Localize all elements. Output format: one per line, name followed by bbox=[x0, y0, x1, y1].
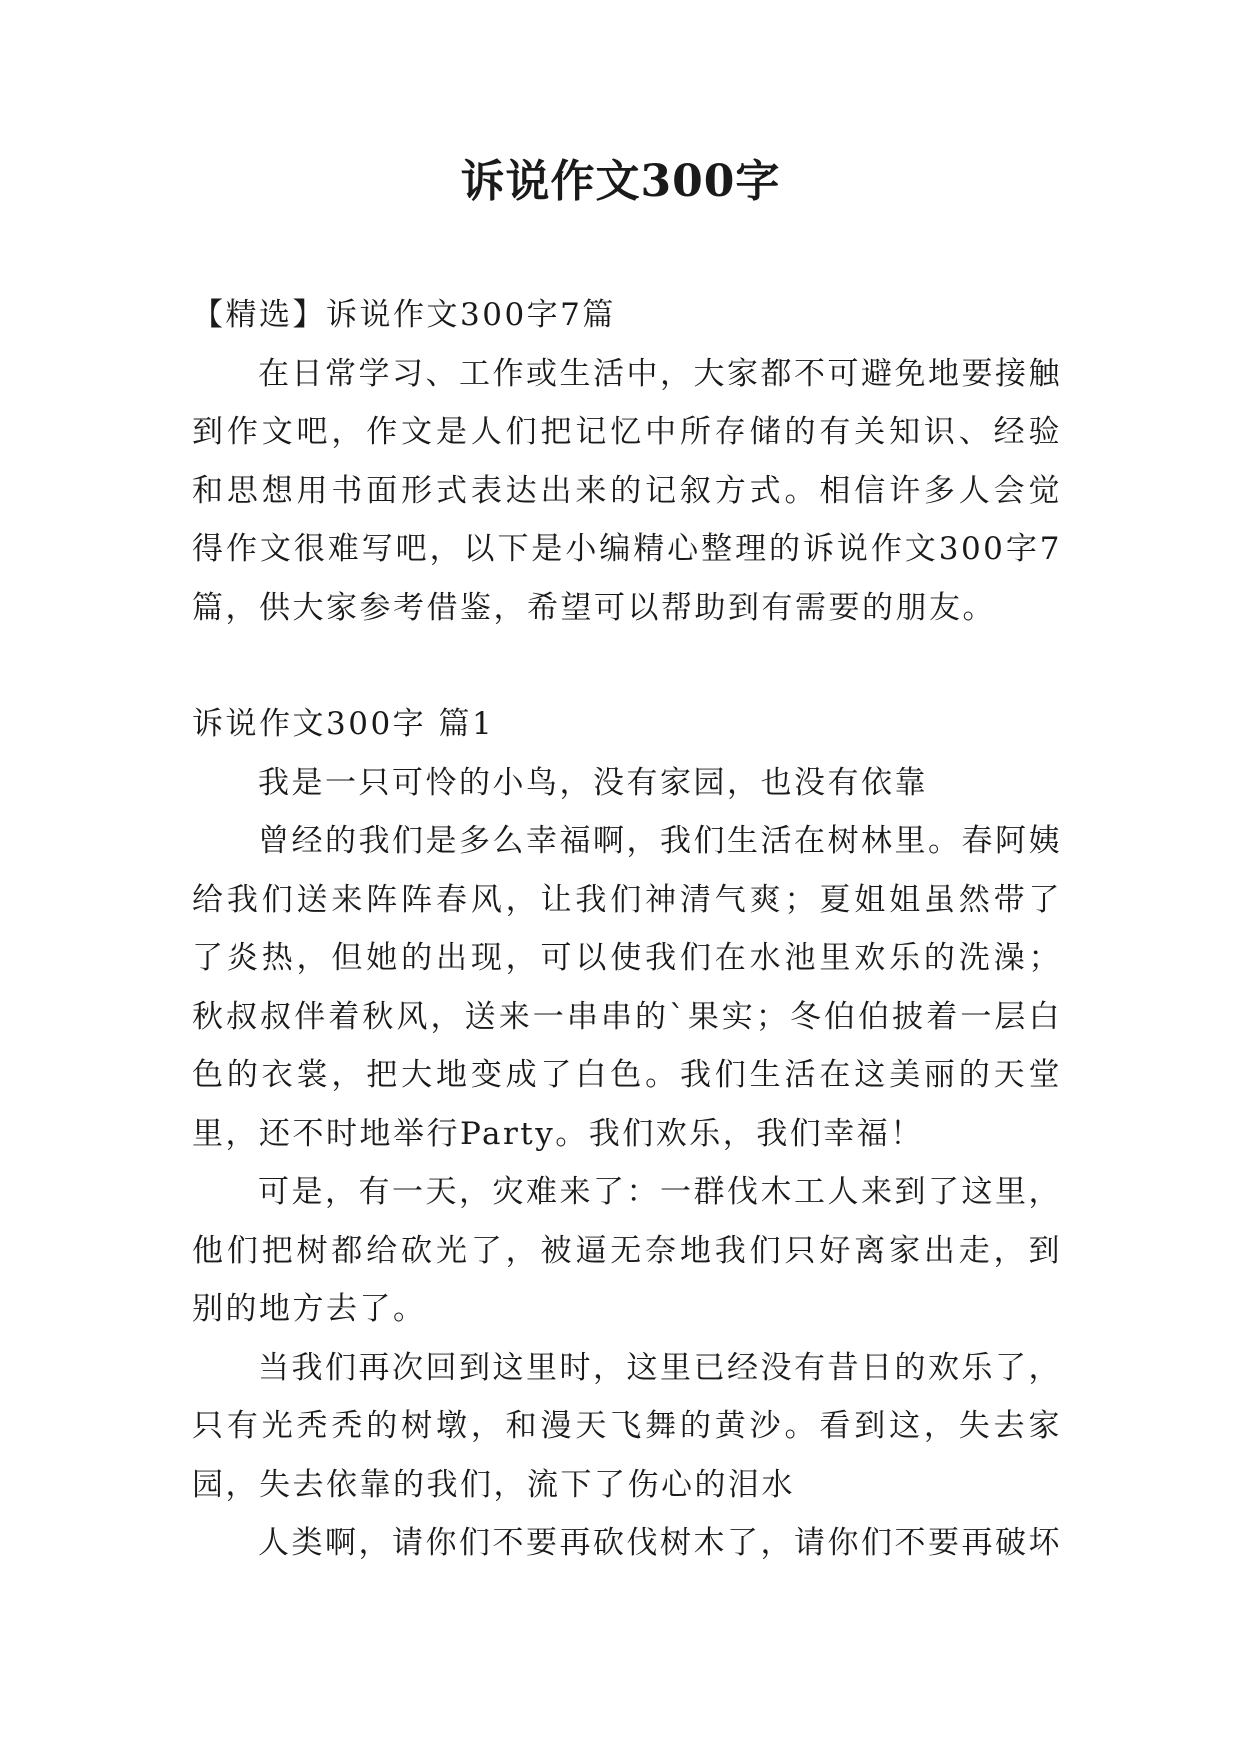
document-title: 诉说作文300字 bbox=[460, 156, 781, 207]
document-body bbox=[192, 286, 1062, 1573]
intro-paragraph: 在日常学习、工作或生活中，大家都不可避免地要接触到作文吧，作文是人们把记忆中所存储的有关知识、经验和思想用书面形式表达出来的记叙方式。相信许多人会觉得作文很难写吧，以下是小编精心整理的诉说作文300字7篇，供大家参考借鉴，希望可以帮助到有需要的朋友。 bbox=[192, 355, 1062, 626]
body-paragraph-4: 当我们再次回到这里时，这里已经没有昔日的欢乐了，只有光秃秃的树墩，和漫天飞舞的黄沙。看到这，失去家园，失去依靠的我们，流下了伤心的泪水 bbox=[192, 1349, 1062, 1503]
body-paragraph-3: 可是，有一天，灾难来了：一群伐木工人来到了这里，他们把树都给砍光了，被逼无奈地我们只好离家出走，到别的地方去了。 bbox=[192, 1174, 1062, 1327]
body-paragraph-5: 人类啊，请你们不要再砍伐树木了，请你们不要再破坏 bbox=[258, 1525, 1062, 1561]
paragraph-spacer bbox=[192, 637, 1062, 695]
section-heading: 诉说作文300字 篇1 bbox=[192, 706, 495, 742]
body-paragraph-2: 曾经的我们是多么幸福啊，我们生活在树林里。春阿姨给我们送来阵阵春风，让我们神清气爽；夏姐姐虽然带了了炎热，但她的出现，可以使我们在水池里欢乐的洗澡；秋叔叔伴着秋风，送来一串串的`果实；冬伯伯披着一层白色的衣裳，把大地变成了白色。我们生活在这美丽的天堂里，还不时地举行Party。我们欢乐，我们幸福！ bbox=[192, 823, 1062, 1152]
document-subtitle: 【精选】诉说作文300字7篇 bbox=[192, 297, 616, 333]
body-paragraph-1: 我是一只可怜的小鸟，没有家园，也没有依靠 bbox=[258, 764, 928, 801]
